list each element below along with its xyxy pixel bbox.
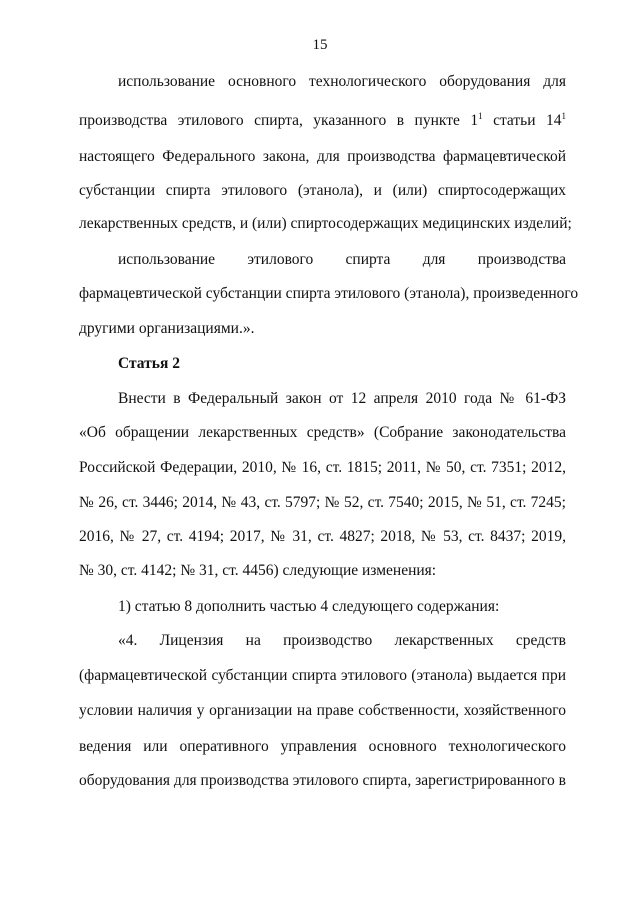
article-heading: Статья 2	[118, 355, 180, 372]
text-line: «4. Лицензия на производство лекарственных средств	[118, 632, 566, 649]
text-line: оборудования для производства этилового спирта, зарегистрированного в	[79, 772, 566, 789]
superscript: 1	[561, 111, 566, 121]
text-line: условии наличия у организации на праве собственности, хозяйственного	[79, 702, 566, 719]
text-line: Российской Федерации, 2010, № 16, ст. 1815; 2011, № 50, ст. 7351; 2012,	[79, 459, 566, 476]
text-line: использование основного технологического оборудования для	[118, 73, 566, 90]
text-line: (фармацевтической субстанции спирта этилового (этанола) выдается при	[79, 667, 566, 684]
text-line: субстанции спирта этилового (этанола), и (или) спиртосодержащих	[79, 182, 566, 199]
text-line: использование этилового спирта для производства	[118, 251, 566, 268]
text-line: другими организациями.».	[79, 320, 255, 337]
text-line	[79, 112, 566, 130]
superscript: 1	[478, 111, 483, 121]
text-segment: производства этилового спирта, указанного в пункте 1	[79, 112, 479, 129]
text-line: № 30, ст. 4142; № 31, ст. 4456) следующие изменения:	[79, 562, 437, 579]
text-line: фармацевтической субстанции спирта этилового (этанола), произведенного	[79, 285, 579, 302]
text-line: настоящего Федерального закона, для производства фармацевтической	[79, 148, 566, 165]
text-line: 2016, № 27, ст. 4194; 2017, № 31, ст. 4827; 2018, № 53, ст. 8437; 2019,	[79, 528, 566, 545]
text-line: лекарственных средств, и (или) спиртосодержащих медицинских изделий;	[79, 215, 572, 232]
text-line: Внести в Федеральный закон от 12 апреля 2010 года № 61-ФЗ	[118, 390, 566, 407]
page-number: 15	[312, 37, 328, 53]
text-line: ведения или оперативного управления основного технологического	[79, 738, 566, 755]
text-line: 1) статью 8 дополнить частью 4 следующего содержания:	[118, 598, 500, 615]
text-line: № 26, ст. 3446; 2014, № 43, ст. 5797; № 52, ст. 7540; 2015, № 51, ст. 7245;	[79, 494, 566, 511]
text-line: «Об обращении лекарственных средств» (Собрание законодательства	[79, 424, 566, 441]
text-segment: статьи 14	[482, 112, 562, 129]
